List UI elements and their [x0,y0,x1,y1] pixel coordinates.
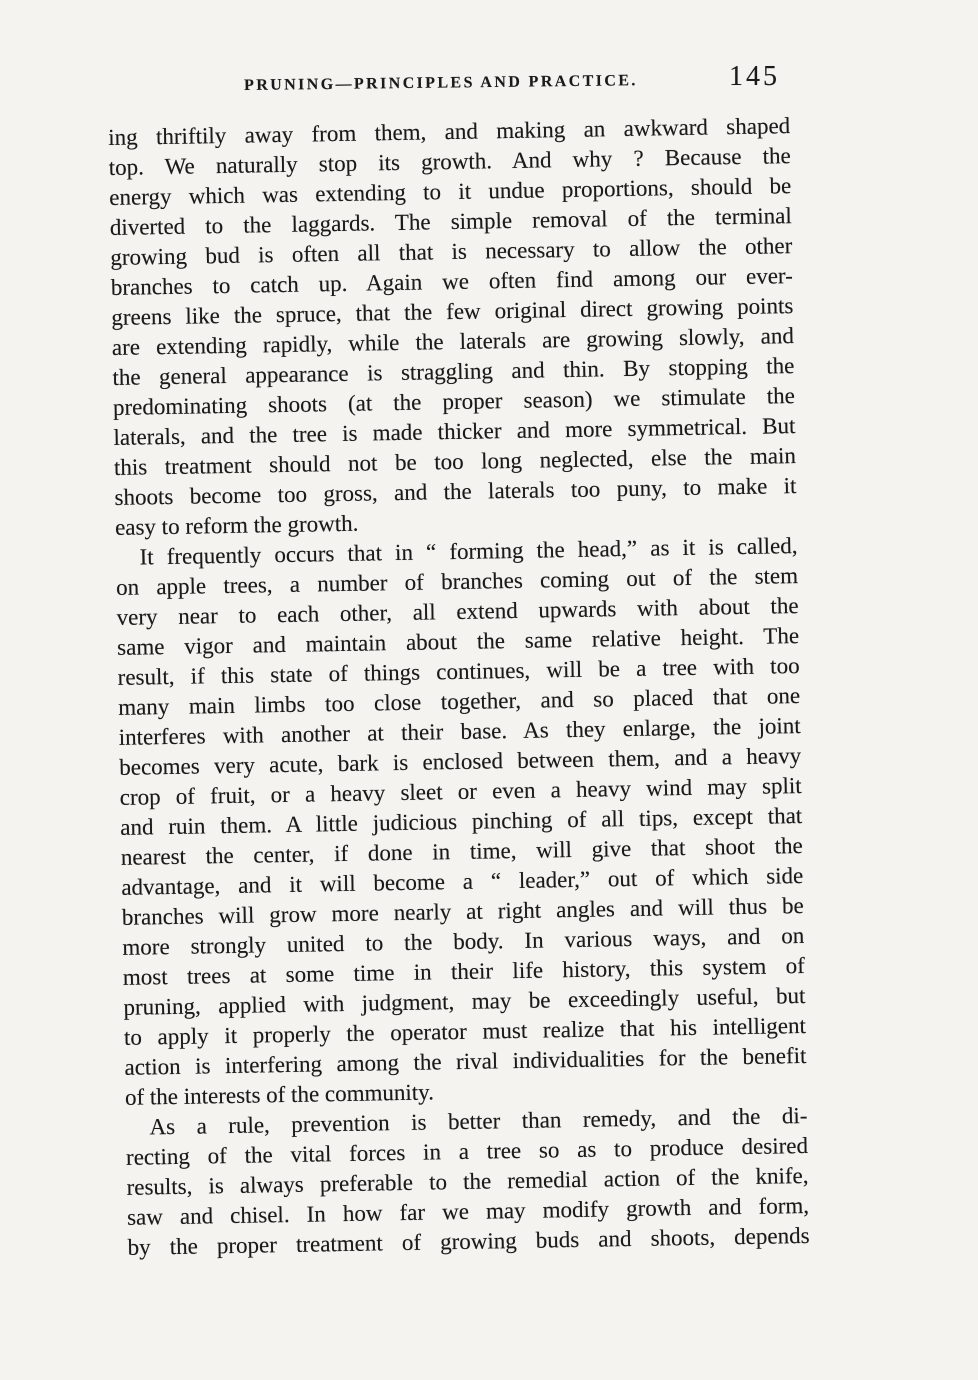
text-line: It frequently occurs that in “ forming the head,” as it is called, [139,533,798,570]
text-line: laterals, and the tree is made thicker and more symmetrical. But [113,413,796,450]
text-line: easy to reform the growth. [114,510,359,540]
text-line: are extending rapidly, while the laterals are growing slowly, and [111,323,795,360]
text-line: greens like the spruce, that the few original direct growing points [111,293,794,330]
text-line: diverted to the laggards. The simple removal of the terminal [109,203,792,240]
text-line: pruning, applied with judgment, may be exceedingly useful, but [123,982,806,1020]
text-line: growing bud is often all that is necessary to allow the other [110,233,793,270]
text-line: interferes with another at their base. As they enlarge, the joint [118,713,801,750]
text-line: and ruin them. A little judicious pinching of all tips, except that [120,802,803,840]
page-number: 145 [729,61,780,92]
paragraph [125,1101,810,1263]
text-line: advantage, and it will become a “ leader,” out of which side [121,862,804,900]
text-line: shoots become too gross, and the laterals too puny, to make it [114,473,797,510]
text-line: very near to each other, all extend upwards with about the [116,593,799,630]
text-line: of the interests of the community. [124,1079,435,1110]
text-line: ing thriftily away from them, and making an awkward shaped [108,113,791,150]
text-line: to apply it properly the operator must realize that his intelligent [123,1012,807,1050]
running-head: PRUNING—PRINCIPLES AND PRACTICE. [243,72,638,94]
text-line: action is interfering among the rival individualities for the benefit [124,1042,807,1080]
text-line: results, is always preferable to the remedial action of the knife, [126,1162,809,1200]
text-line: by the proper treatment of growing buds and shoots, depends [127,1222,810,1260]
text-line: saw and chisel. In how far we may modify growth and form, [126,1192,810,1230]
paragraph [115,531,807,1113]
text-line: branches will grow more nearly at right angles and will thus be [121,892,804,930]
text-line: predominating shoots (at the proper season) we stimulate the [112,383,796,420]
text-line: becomes very acute, bark is enclosed between them, and a heavy [119,743,802,780]
body-text [108,111,810,1263]
text-line: same vigor and maintain about the same relative height. The [116,623,800,660]
text-line: recting of the vital forces in a tree so as to produce desired [125,1132,809,1170]
text-line: the general appearance is straggling and thin. By stopping the [112,353,795,390]
text-line: top. We naturally stop its growth. And why ? Because the [108,143,791,180]
text-line: crop of fruit, or a heavy sleet or even a heavy wind may split [119,772,802,810]
text-line: energy which was extending to it undue proportions, should be [109,173,792,210]
text-line: result, if this state of things continues, will be a tree with too [117,653,800,690]
text-line: branches to catch up. Again we often find among our ever- [110,263,793,300]
text-line: As a rule, prevention is better than remedy, and the di- [149,1102,808,1140]
text-line: this treatment should not be too long neglected, else the main [113,443,797,480]
paragraph [108,111,797,543]
text-line: on apple trees, a number of branches coming out of the stem [115,563,799,600]
text-line: more strongly united to the body. In various ways, and on [122,922,805,960]
text-line: most trees at some time in their life history, this system of [122,952,806,990]
text-line: many main limbs too close together, and so placed that one [117,683,801,720]
text-line: nearest the center, if done in time, will give that shoot the [120,832,803,870]
